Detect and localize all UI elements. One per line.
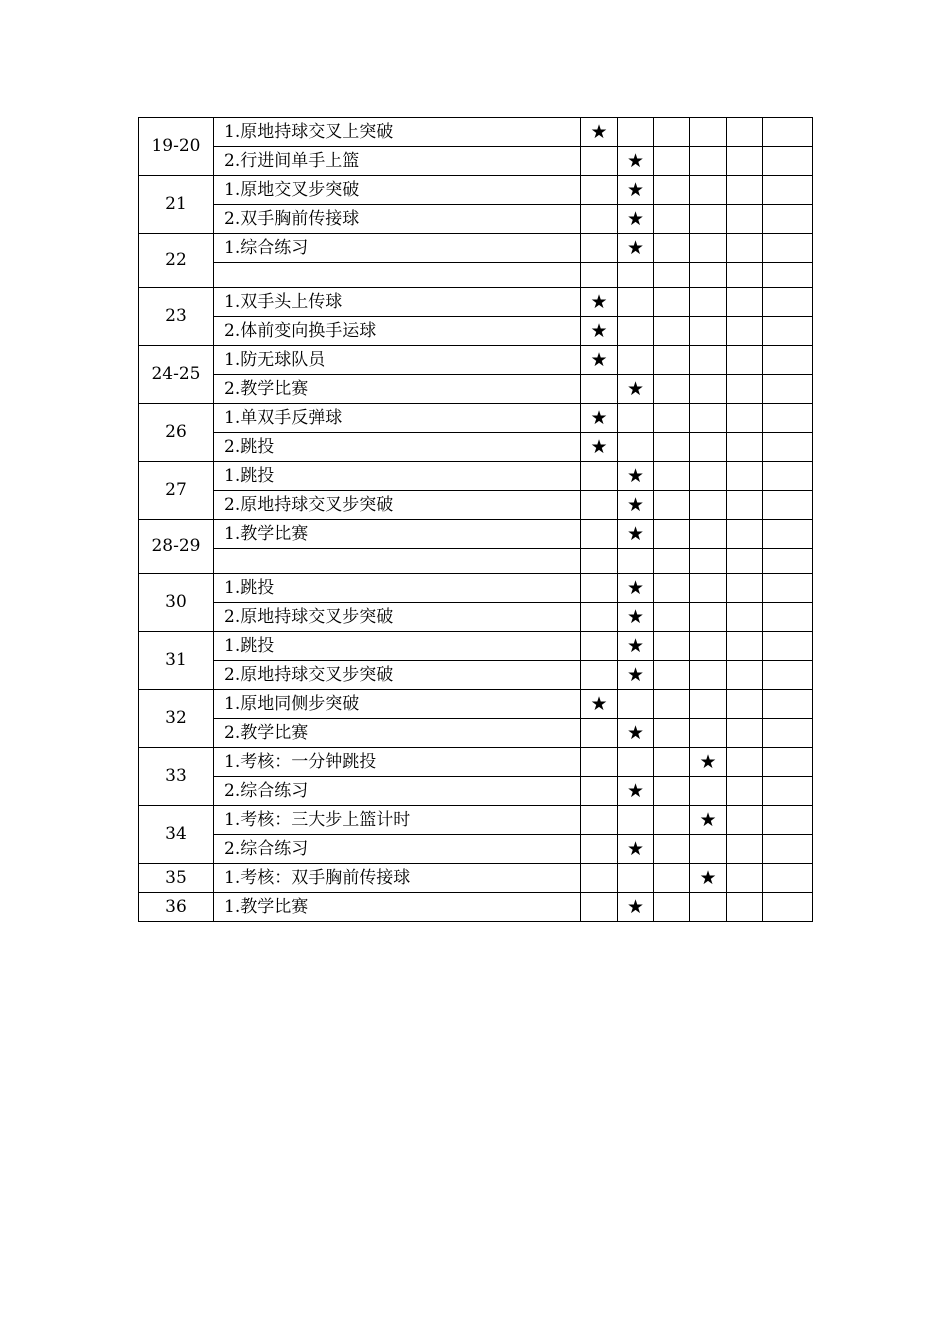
table-row [139, 661, 813, 690]
empty-mark-cell [763, 690, 813, 719]
table-row [139, 234, 813, 263]
week-cell: 34 [139, 806, 214, 864]
week-cell: 36 [139, 893, 214, 922]
empty-mark-cell [581, 806, 618, 835]
lesson-item-cell: 1.综合练习 [214, 234, 581, 263]
empty-mark-cell [727, 234, 763, 263]
empty-mark-cell [581, 549, 618, 574]
empty-mark-cell [654, 375, 690, 404]
empty-mark-cell [654, 835, 690, 864]
empty-mark-cell [581, 893, 618, 922]
empty-mark-cell [581, 661, 618, 690]
table-row [139, 632, 813, 661]
empty-mark-cell [690, 603, 727, 632]
table-row [139, 375, 813, 404]
empty-mark-cell [618, 864, 654, 893]
empty-mark-cell [727, 317, 763, 346]
lesson-item-cell: 1.跳投 [214, 462, 581, 491]
empty-mark-cell [581, 748, 618, 777]
week-cell: 27 [139, 462, 214, 520]
week-cell: 33 [139, 748, 214, 806]
empty-mark-cell [690, 719, 727, 748]
table-row [139, 404, 813, 433]
empty-mark-cell [654, 288, 690, 317]
star-icon: ★ [618, 520, 654, 549]
empty-mark-cell [727, 205, 763, 234]
lesson-item-cell: 1.考核：三大步上篮计时 [214, 806, 581, 835]
star-icon: ★ [581, 433, 618, 462]
empty-mark-cell [763, 748, 813, 777]
empty-mark-cell [690, 118, 727, 147]
lesson-item-cell: 1.跳投 [214, 632, 581, 661]
empty-mark-cell [690, 491, 727, 520]
empty-mark-cell [763, 288, 813, 317]
empty-mark-cell [727, 520, 763, 549]
week-cell: 30 [139, 574, 214, 632]
star-icon: ★ [581, 118, 618, 147]
table-row [139, 462, 813, 491]
empty-mark-cell [654, 574, 690, 603]
empty-mark-cell [727, 864, 763, 893]
week-cell: 19-20 [139, 118, 214, 176]
empty-mark-cell [690, 375, 727, 404]
empty-mark-cell [727, 690, 763, 719]
empty-mark-cell [654, 176, 690, 205]
empty-mark-cell [763, 147, 813, 176]
lesson-item-cell: 2.综合练习 [214, 835, 581, 864]
empty-mark-cell [654, 893, 690, 922]
empty-mark-cell [618, 346, 654, 375]
table-row [139, 520, 813, 549]
empty-mark-cell [727, 777, 763, 806]
star-icon: ★ [618, 661, 654, 690]
week-cell: 26 [139, 404, 214, 462]
star-icon: ★ [618, 462, 654, 491]
star-icon: ★ [618, 375, 654, 404]
empty-mark-cell [690, 690, 727, 719]
empty-mark-cell [690, 632, 727, 661]
empty-mark-cell [727, 176, 763, 205]
empty-mark-cell [654, 719, 690, 748]
empty-mark-cell [690, 176, 727, 205]
empty-mark-cell [581, 603, 618, 632]
empty-mark-cell [581, 719, 618, 748]
lesson-item-cell: 1.教学比赛 [214, 520, 581, 549]
empty-mark-cell [618, 549, 654, 574]
empty-mark-cell [727, 433, 763, 462]
empty-mark-cell [581, 462, 618, 491]
empty-mark-cell [690, 574, 727, 603]
lesson-item-cell: 2.原地持球交叉步突破 [214, 661, 581, 690]
empty-mark-cell [654, 777, 690, 806]
lesson-item-cell: 2.综合练习 [214, 777, 581, 806]
empty-mark-cell [690, 346, 727, 375]
table-row [139, 719, 813, 748]
empty-mark-cell [581, 234, 618, 263]
empty-mark-cell [727, 404, 763, 433]
empty-mark-cell [727, 603, 763, 632]
empty-mark-cell [581, 263, 618, 288]
empty-mark-cell [581, 491, 618, 520]
empty-mark-cell [618, 748, 654, 777]
table-row [139, 777, 813, 806]
empty-mark-cell [581, 632, 618, 661]
empty-mark-cell [763, 462, 813, 491]
table-row [139, 690, 813, 719]
table-row [139, 346, 813, 375]
empty-mark-cell [654, 433, 690, 462]
star-icon: ★ [690, 748, 727, 777]
empty-mark-cell [727, 748, 763, 777]
empty-mark-cell [690, 205, 727, 234]
empty-mark-cell [763, 491, 813, 520]
empty-mark-cell [654, 520, 690, 549]
empty-mark-cell [727, 806, 763, 835]
week-cell: 24-25 [139, 346, 214, 404]
star-icon: ★ [618, 574, 654, 603]
lesson-item-cell: 2.原地持球交叉步突破 [214, 603, 581, 632]
table-row [139, 118, 813, 147]
empty-mark-cell [727, 632, 763, 661]
empty-mark-cell [618, 263, 654, 288]
empty-mark-cell [727, 147, 763, 176]
empty-mark-cell [618, 288, 654, 317]
star-icon: ★ [618, 893, 654, 922]
empty-mark-cell [654, 549, 690, 574]
star-icon: ★ [618, 205, 654, 234]
star-icon: ★ [581, 317, 618, 346]
empty-mark-cell [727, 491, 763, 520]
empty-mark-cell [654, 234, 690, 263]
empty-mark-cell [690, 462, 727, 491]
lesson-item-cell: 1.原地持球交叉上突破 [214, 118, 581, 147]
empty-mark-cell [727, 893, 763, 922]
lesson-item-cell: 2.行进间单手上篮 [214, 147, 581, 176]
table-row [139, 603, 813, 632]
empty-mark-cell [618, 118, 654, 147]
table-row [139, 263, 813, 288]
empty-mark-cell [690, 263, 727, 288]
empty-mark-cell [727, 118, 763, 147]
table-row [139, 893, 813, 922]
empty-mark-cell [763, 632, 813, 661]
empty-mark-cell [763, 433, 813, 462]
empty-mark-cell [690, 317, 727, 346]
lesson-item-cell: 1.教学比赛 [214, 893, 581, 922]
schedule-table [138, 117, 813, 922]
empty-mark-cell [727, 574, 763, 603]
empty-mark-cell [727, 661, 763, 690]
star-icon: ★ [581, 404, 618, 433]
empty-mark-cell [763, 205, 813, 234]
star-icon: ★ [690, 806, 727, 835]
empty-mark-cell [727, 346, 763, 375]
week-cell: 23 [139, 288, 214, 346]
table-row [139, 288, 813, 317]
empty-mark-cell [581, 520, 618, 549]
lesson-item-cell: 1.单双手反弹球 [214, 404, 581, 433]
table-row [139, 835, 813, 864]
table-row [139, 491, 813, 520]
empty-mark-cell [581, 176, 618, 205]
empty-mark-cell [581, 205, 618, 234]
table-row [139, 317, 813, 346]
empty-mark-cell [763, 234, 813, 263]
empty-mark-cell [654, 690, 690, 719]
empty-mark-cell [690, 147, 727, 176]
schedule-body [139, 118, 813, 922]
empty-mark-cell [654, 346, 690, 375]
empty-mark-cell [618, 690, 654, 719]
lesson-item-cell: 1.考核：双手胸前传接球 [214, 864, 581, 893]
empty-mark-cell [654, 632, 690, 661]
lesson-item-cell: 2.原地持球交叉步突破 [214, 491, 581, 520]
empty-mark-cell [727, 835, 763, 864]
empty-mark-cell [727, 375, 763, 404]
empty-mark-cell [727, 719, 763, 748]
empty-mark-cell [690, 404, 727, 433]
empty-mark-cell [763, 864, 813, 893]
empty-mark-cell [763, 549, 813, 574]
empty-mark-cell [690, 288, 727, 317]
empty-mark-cell [763, 661, 813, 690]
table-row [139, 147, 813, 176]
empty-mark-cell [581, 864, 618, 893]
table-row [139, 748, 813, 777]
empty-mark-cell [763, 375, 813, 404]
empty-mark-cell [763, 176, 813, 205]
empty-mark-cell [618, 317, 654, 346]
week-cell: 32 [139, 690, 214, 748]
empty-mark-cell [581, 574, 618, 603]
empty-mark-cell [690, 520, 727, 549]
empty-mark-cell [690, 234, 727, 263]
empty-mark-cell [581, 777, 618, 806]
lesson-item-cell [214, 263, 581, 288]
empty-mark-cell [618, 433, 654, 462]
empty-mark-cell [654, 317, 690, 346]
lesson-item-cell: 2.双手胸前传接球 [214, 205, 581, 234]
week-cell: 22 [139, 234, 214, 288]
empty-mark-cell [690, 661, 727, 690]
star-icon: ★ [618, 603, 654, 632]
empty-mark-cell [690, 433, 727, 462]
empty-mark-cell [763, 835, 813, 864]
empty-mark-cell [581, 147, 618, 176]
empty-mark-cell [763, 520, 813, 549]
star-icon: ★ [618, 632, 654, 661]
lesson-item-cell: 1.防无球队员 [214, 346, 581, 375]
star-icon: ★ [618, 234, 654, 263]
lesson-item-cell: 1.原地同侧步突破 [214, 690, 581, 719]
empty-mark-cell [727, 462, 763, 491]
lesson-item-cell [214, 549, 581, 574]
empty-mark-cell [763, 317, 813, 346]
table-row [139, 549, 813, 574]
empty-mark-cell [690, 549, 727, 574]
empty-mark-cell [654, 806, 690, 835]
table-row [139, 574, 813, 603]
week-cell: 35 [139, 864, 214, 893]
empty-mark-cell [654, 462, 690, 491]
empty-mark-cell [654, 603, 690, 632]
lesson-item-cell: 2.体前变向换手运球 [214, 317, 581, 346]
empty-mark-cell [727, 549, 763, 574]
empty-mark-cell [690, 777, 727, 806]
empty-mark-cell [581, 375, 618, 404]
empty-mark-cell [690, 835, 727, 864]
empty-mark-cell [690, 893, 727, 922]
empty-mark-cell [763, 574, 813, 603]
week-cell: 28-29 [139, 520, 214, 574]
lesson-item-cell: 1.原地交叉步突破 [214, 176, 581, 205]
star-icon: ★ [618, 777, 654, 806]
empty-mark-cell [654, 263, 690, 288]
empty-mark-cell [654, 661, 690, 690]
week-cell: 21 [139, 176, 214, 234]
empty-mark-cell [654, 147, 690, 176]
empty-mark-cell [727, 263, 763, 288]
empty-mark-cell [763, 777, 813, 806]
star-icon: ★ [581, 690, 618, 719]
empty-mark-cell [581, 835, 618, 864]
star-icon: ★ [581, 346, 618, 375]
empty-mark-cell [763, 719, 813, 748]
empty-mark-cell [654, 748, 690, 777]
empty-mark-cell [763, 404, 813, 433]
star-icon: ★ [618, 719, 654, 748]
lesson-item-cell: 1.跳投 [214, 574, 581, 603]
empty-mark-cell [654, 118, 690, 147]
empty-mark-cell [763, 118, 813, 147]
empty-mark-cell [763, 893, 813, 922]
empty-mark-cell [618, 404, 654, 433]
lesson-item-cell: 2.教学比赛 [214, 375, 581, 404]
star-icon: ★ [690, 864, 727, 893]
table-row [139, 205, 813, 234]
lesson-item-cell: 1.考核：一分钟跳投 [214, 748, 581, 777]
star-icon: ★ [618, 147, 654, 176]
empty-mark-cell [654, 491, 690, 520]
empty-mark-cell [654, 864, 690, 893]
empty-mark-cell [763, 346, 813, 375]
table-row [139, 806, 813, 835]
lesson-item-cell: 2.教学比赛 [214, 719, 581, 748]
lesson-item-cell: 2.跳投 [214, 433, 581, 462]
empty-mark-cell [763, 263, 813, 288]
star-icon: ★ [618, 176, 654, 205]
table-row [139, 176, 813, 205]
star-icon: ★ [581, 288, 618, 317]
empty-mark-cell [654, 404, 690, 433]
empty-mark-cell [727, 288, 763, 317]
empty-mark-cell [763, 603, 813, 632]
star-icon: ★ [618, 491, 654, 520]
star-icon: ★ [618, 835, 654, 864]
empty-mark-cell [618, 806, 654, 835]
table-row [139, 864, 813, 893]
empty-mark-cell [654, 205, 690, 234]
lesson-item-cell: 1.双手头上传球 [214, 288, 581, 317]
empty-mark-cell [763, 806, 813, 835]
week-cell: 31 [139, 632, 214, 690]
table-row [139, 433, 813, 462]
